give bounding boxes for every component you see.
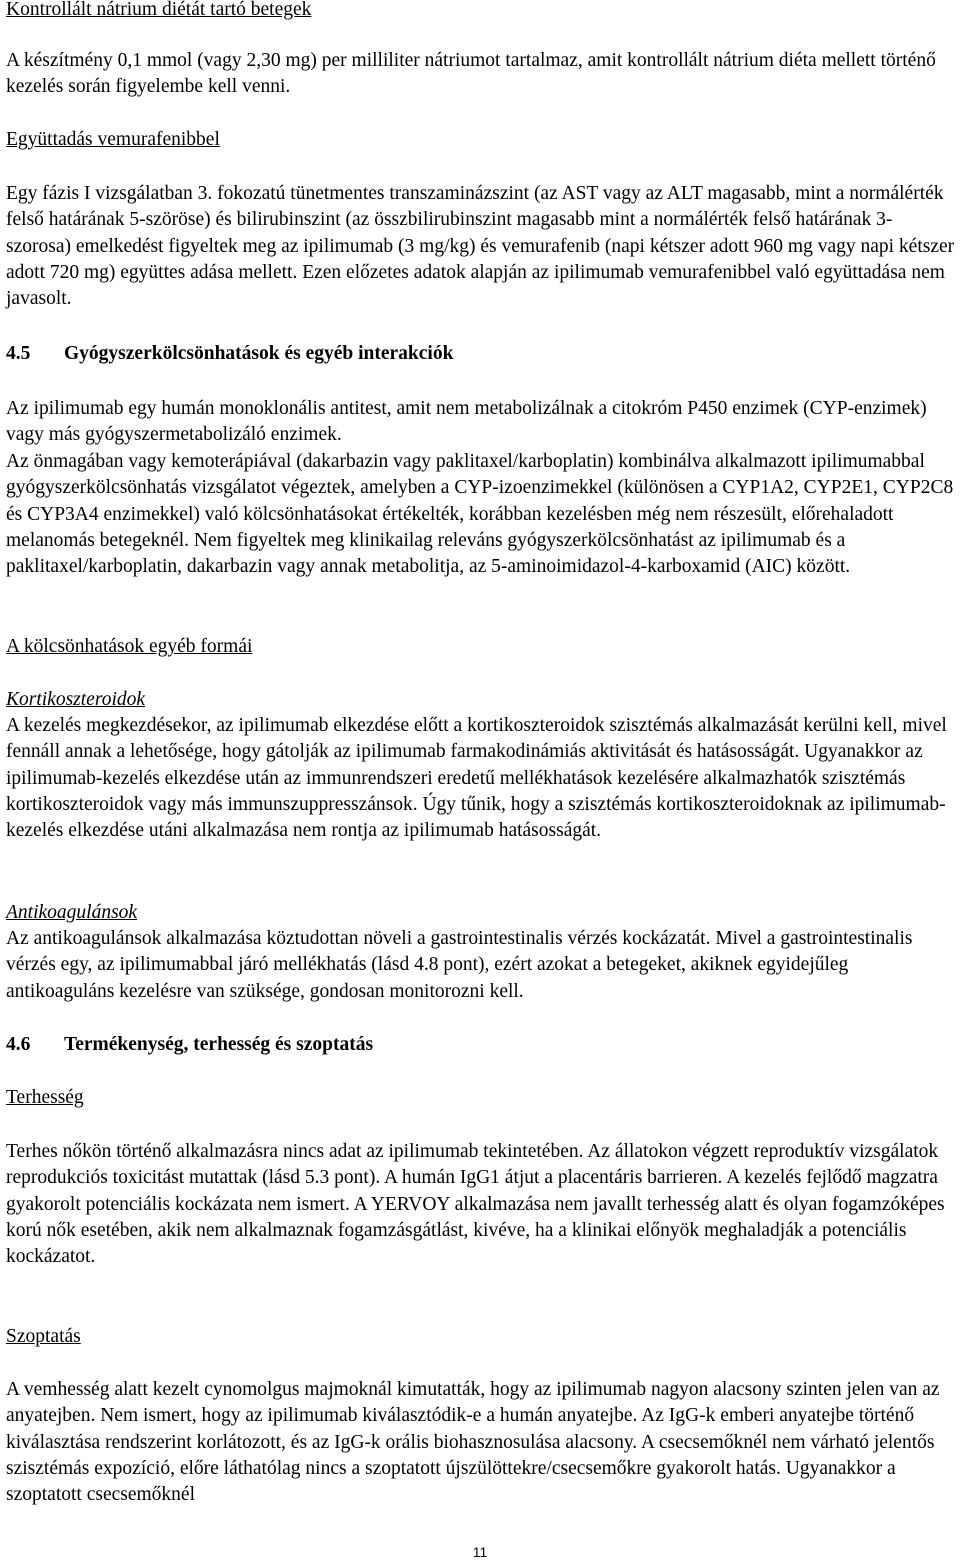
section-4-6-heading (6, 1032, 956, 1058)
corticosteroids-paragraph: A kezelés megkezdésekor, az ipilimumab elkezdése előtt a kortikoszteroidok szisztémás alkalmazását kerülni kell, mivel fennáll annak a lehetősége, hogy gátolják az ipilimumab farmakodinámiás aktivitását és hatásosságát. Ugyanakkor az ipilimumab-kezelés elkezdése után az immunrendszeri eredetű mellékhatások kezelésére alkalmazhatók szisztémás kortikoszteroidok vagy más immunszuppresszánsok. Úgy tűnik, hogy a szisztémás kortikoszteroidoknak az ipilimumab-kezelés elkezdése utáni alkalmazása nem rontja az ipilimumab hatásosságát. (6, 715, 947, 842)
page-number: 11 (472, 1544, 488, 1560)
anticoagulants-paragraph: Az antikoagulánsok alkalmazása köztudottan növeli a gastrointestinalis vérzés kockázatát. Mivel a gastrointestinalis vérzés egy, az ipilimumabbal járó mellékhatás (lásd 4.8 pont), ezért azokat a betegeket, akiknek egyidejűleg antikoaguláns kezelésre van szüksége, gondosan monitorozni kell. (6, 928, 913, 1002)
sodium-diet-heading: Kontrollált nátrium diétát tartó betegek (6, 0, 312, 20)
breastfeeding-heading: Szoptatás (6, 1326, 81, 1347)
sodium-diet-paragraph: A készítmény 0,1 mmol (vagy 2,30 mg) per milliliter nátriumot tartalmaz, amit kontrollált nátrium diéta mellett történő kezelés során figyelembe kell venni. (6, 50, 936, 98)
section-4-5-heading (6, 341, 956, 367)
section-title: Termékenység, terhesség és szoptatás (64, 1034, 374, 1055)
vemurafenib-heading: Együttadás vemurafenibbel (6, 129, 220, 150)
interaction-paragraph-2: Az önmagában vagy kemoterápiával (dakarbazin vagy paklitaxel/karboplatin) kombinálva alkalmazott ipilimumabbal gyógyszerkölcsönhatás vizsgálatot végeztek, amelyben a CYP-izoenzimekkel (különösen a CYP1A2, CYP2E1, CYP2C8 és CYP3A4 enzimekkel) való kölcsönhatásokat értékelték, korábban kezelésben még nem részesült, előrehaladott melanomás betegeknél. Nem figyeltek meg klinikailag releváns gyógyszerkölcsönhatást az ipilimumab és a paklitaxel/karboplatin, dakarbazin vagy annak metabolitja, az 5-aminoimidazol-4-karboxamid (AIC) között. (6, 451, 954, 578)
section-number: 4.6 (6, 1034, 31, 1055)
section-number: 4.5 (6, 343, 31, 364)
pregnancy-heading: Terhesség (6, 1087, 84, 1108)
vemurafenib-paragraph: Egy fázis I vizsgálatban 3. fokozatú tünetmentes transzaminázszint (az AST vagy az ALT magasabb, mint a normálérték felső határának 5-szöröse) és bilirubinszint (az összbilirubinszint magasabb mint a normálérték felső határának 3-szorosa) emelkedést figyeltek meg az ipilimumab (3 mg/kg) és vemurafenib (napi kétszer adott 960 mg vagy napi kétszer adott 720 mg) együttes adása mellett. Ezen előzetes adatok alapján az ipilimumab vemurafenibbel való együttadása nem javasolt. (6, 183, 955, 310)
other-interactions-heading: A kölcsönhatások egyéb formái (6, 636, 253, 657)
section-title: Gyógyszerkölcsönhatások és egyéb interakciók (64, 343, 454, 364)
breastfeeding-paragraph: A vemhesség alatt kezelt cynomolgus majmoknál kimutatták, hogy az ipilimumab nagyon alacsony szinten jelen van az anyatejben. Nem ismert, hogy az ipilimumab kiválasztódik-e a humán anyatejbe. Az IgG-k emberi anyatejbe történő kiválasztása rendszerint korlátozott, és az IgG-k orális biohasznosulása alacsony. A csecsemőknél nem várható jelentős szisztémás expozíció, előre láthatólag nincs a szoptatott újszülöttekre/csecsemőkre gyakorolt hatás. Ugyanakkor a szoptatott csecsemőknél (6, 1379, 940, 1506)
pregnancy-paragraph: Terhes nőkön történő alkalmazásra nincs adat az ipilimumab tekintetében. Az állatokon végzett reproduktív vizsgálatok reprodukciós toxicitást mutattak (lásd 5.3 pont). A humán IgG1 átjut a placentáris barrieren. A kezelés fejlődő magzatra gyakorolt potenciális kockázata nem ismert. A YERVOY alkalmazása nem javallt terhesség alatt és olyan fogamzóképes korú nők esetében, akik nem alkalmaznak fogamzásgátlást, kivéve, ha a klinikai előnyök meghaladják a potenciális kockázatot. (6, 1141, 945, 1268)
corticosteroids-heading: Kortikoszteroidok (6, 689, 146, 710)
interaction-paragraph-1: Az ipilimumab egy humán monoklonális antitest, amit nem metabolizálnak a citokróm P450 enzimek (CYP-enzimek) vagy más gyógyszermetabolizáló enzimek. (6, 398, 927, 446)
anticoagulants-heading: Antikoagulánsok (6, 902, 138, 923)
